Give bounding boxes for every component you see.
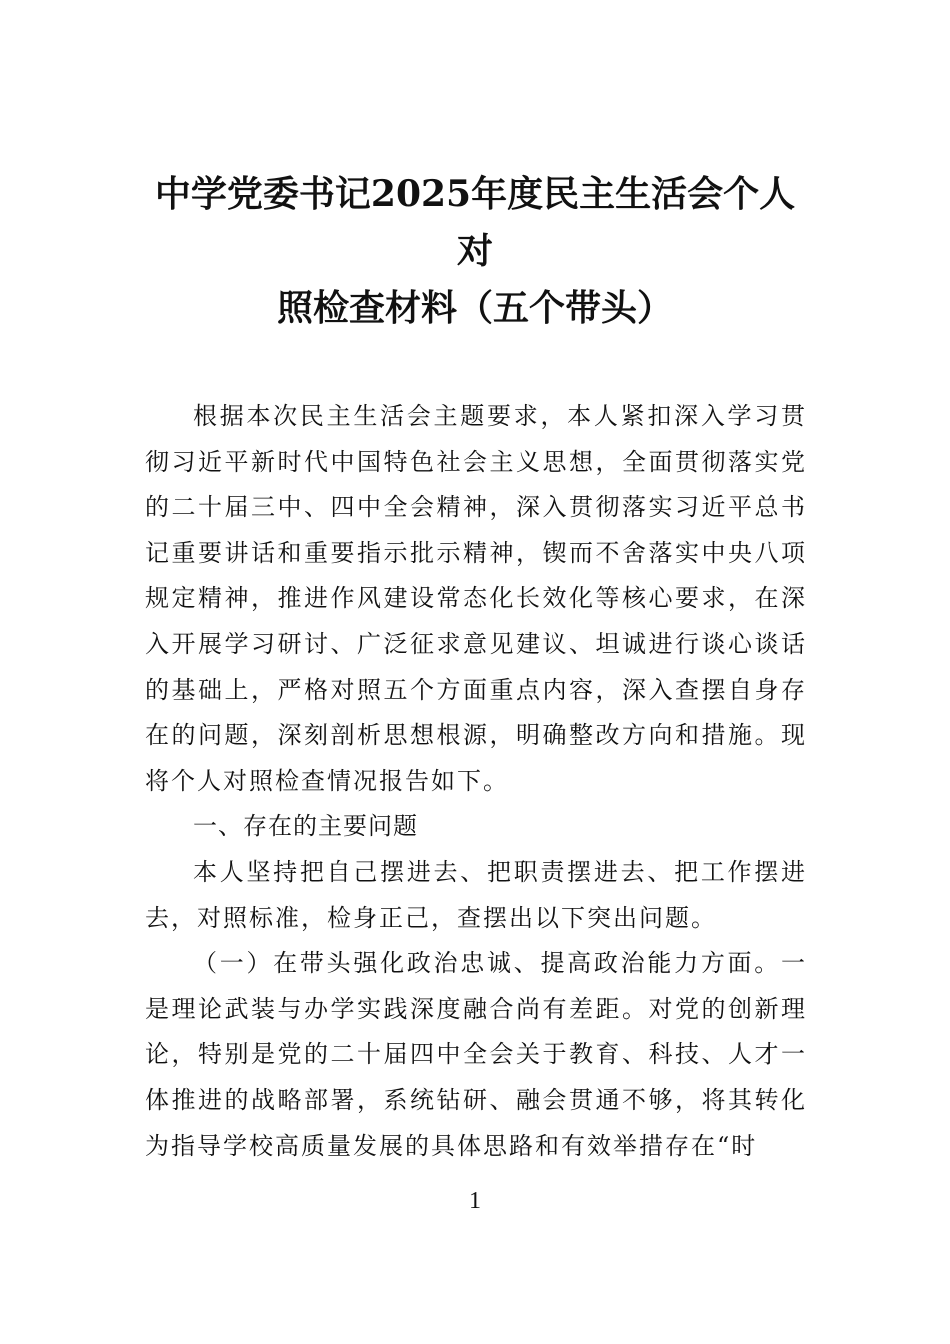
title-line-1: 中学党委书记2025年度民主生活会个人对 [154,173,796,272]
subsection-text: 一是理论武装与办学实践深度融合尚有差距。对党的创新理论，特别是党的二十届四中全会关于教育、科技、人才一体推进的战略部署，系统钻研、融会贯通不够，将其转化为指导学校高质量发展的具体思路和有效举措存在“时 [145,949,807,1160]
document-body [145,394,807,1169]
subsection-paragraph [145,941,807,1169]
document-title [145,166,805,337]
section-heading: 一、存在的主要问题 [193,812,418,841]
intro-paragraph: 根据本次民主生活会主题要求，本人紧扣深入学习贯彻习近平新时代中国特色社会主义思想，全面贯彻落实党的二十届三中、四中全会精神，深入贯彻落实习近平总书记重要讲话和重要指示批示精神，锲而不舍落实中央八项规定精神，推进作风建设常态化长效化等核心要求，在深入开展学习研讨、广泛征求意见建议、坦诚进行谈心谈话的基础上，严格对照五个方面重点内容，深入查摆自身存在的问题，深刻剖析思想根源，明确整改方向和措施。现将个人对照检查情况报告如下。 [145,402,807,795]
subsection-heading: （一）在带头强化政治忠诚、提高政治能力方面。 [193,949,781,978]
title-line-2: 照检查材料（五个带头） [276,287,673,329]
page-number: 1 [469,1188,481,1214]
section-intro-paragraph: 本人坚持把自己摆进去、把职责摆进去、把工作摆进去，对照标准，检身正己，查摆出以下突出问题。 [145,857,807,932]
